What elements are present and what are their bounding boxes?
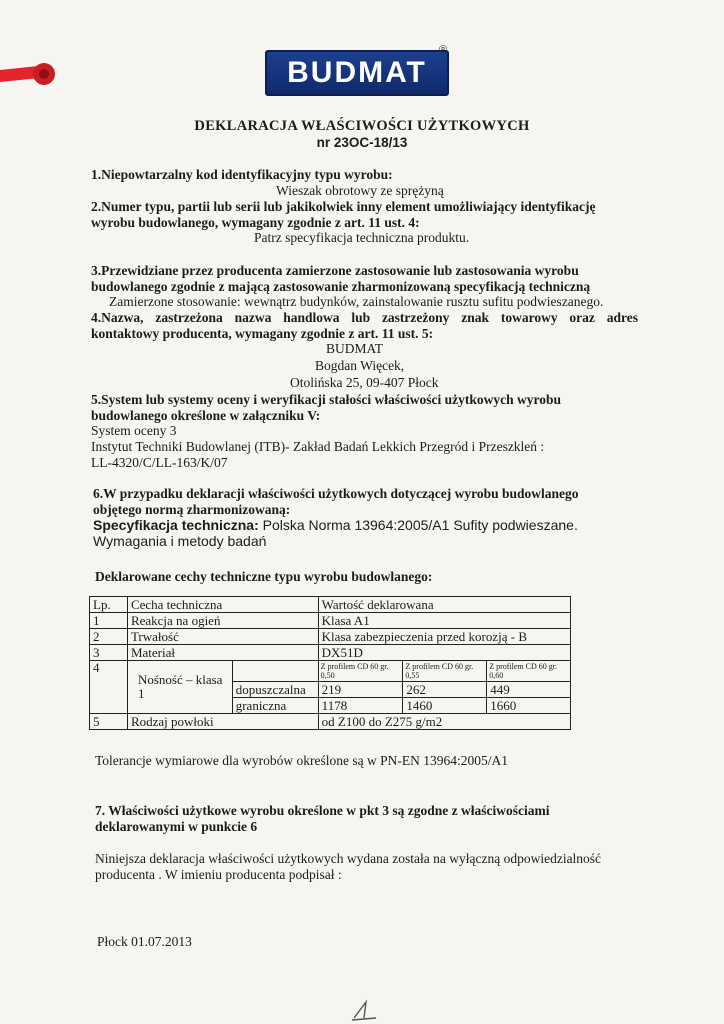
table-cell-lp: 1 — [90, 613, 128, 629]
s3-heading-line2: budowlanego zgodnie z mającą zastosowanie zharmonizowaną specyfikacją techniczną — [91, 279, 591, 294]
s1-value: Wieszak obrotowy ze sprężyną — [276, 183, 444, 198]
s4-heading-line1: 4.Nazwa, zastrzeżona nazwa handlowa lub zastrzeżony znak towarowy oraz adres — [91, 310, 638, 325]
s6-spec-line2: Wymagania i metody badań — [93, 533, 267, 549]
table-cell-value: 219 — [318, 682, 403, 698]
s2-heading-line1: 2.Numer typu, partii lub serii lub jakikolwiek inny element umożliwiający identyfikację — [91, 199, 596, 214]
s5-heading-line1: 5.System lub systemy oceny i weryfikacji stałości właściwości użytkowych wyrobu — [91, 392, 561, 407]
table-cell-feature: Rodzaj powłoki — [127, 714, 318, 730]
s3-heading-line1: 3.Przewidziane przez producenta zamierzone zastosowanie lub zastosowania wyrobu — [91, 263, 579, 278]
table-row — [90, 661, 571, 682]
table-cell-feature: Materiał — [127, 645, 318, 661]
table-cell-feature: Nośność – klasa 1 — [127, 661, 232, 714]
table-row — [90, 714, 571, 730]
table-cell-value: 262 — [403, 682, 487, 698]
table-cell-value: 1178 — [318, 698, 403, 714]
s7-text-line2: producenta . W imieniu producenta podpisał : — [95, 867, 342, 882]
table-cell-value: od Z100 do Z275 g/m2 — [318, 714, 570, 730]
table-row — [90, 629, 571, 645]
table-cell-value: 449 — [487, 682, 571, 698]
registered-mark: ® — [439, 44, 448, 56]
s2-value: Patrz specyfikacja techniczna produktu. — [254, 230, 470, 245]
document-number: nr 23OC-18/13 — [316, 135, 408, 150]
s7-text-line1: Niniejsza deklaracja właściwości użytkowych wydana została na wyłączną odpowiedzialność — [95, 851, 602, 866]
table-cell-lp: 5 — [90, 714, 128, 730]
s4-owner: Bogdan Więcek, — [315, 358, 405, 373]
s6-spec-label: Specyfikacja techniczna: — [93, 517, 259, 533]
table-cell-value: Klasa zabezpieczenia przed korozją - B — [318, 629, 570, 645]
s4-address: Otolińska 25, 09-407 Płock — [290, 375, 439, 390]
s5-system: System oceny 3 — [91, 423, 177, 438]
paper-clip-icon — [0, 56, 60, 92]
s7-heading-line2: deklarowanymi w punkcie 6 — [95, 819, 258, 834]
table-cell-profile: Z profilem CD 60 gr. 0,60 — [487, 661, 571, 682]
s5-institute: Instytut Techniki Budowlanej (ITB)- Zakład Badań Lekkich Przegród i Przeszkleń : — [91, 439, 545, 454]
table-header-feature: Cecha techniczna — [127, 597, 318, 613]
table-header-lp: Lp. — [90, 597, 128, 613]
table-cell-feature: Trwałość — [127, 629, 318, 645]
table-cell-value: 1460 — [403, 698, 487, 714]
s4-heading-line2: kontaktowy producenta, wymagany zgodnie z art. 11 ust. 5: — [91, 326, 434, 341]
table-cell-empty — [232, 661, 318, 682]
table-cell-feature: Reakcja na ogień — [127, 613, 318, 629]
table-cell-load-type: dopuszczalna — [232, 682, 318, 698]
table-cell-lp: 3 — [90, 645, 128, 661]
table-header-row — [90, 597, 571, 613]
s5-code: LL-4320/C/LL-163/K/07 — [91, 455, 228, 470]
place-date: Płock 01.07.2013 — [97, 934, 192, 949]
table-row — [90, 613, 571, 629]
s4-company: BUDMAT — [326, 341, 384, 356]
s6-spec-value: Polska Norma 13964:2005/A1 Sufity podwieszane. — [258, 517, 578, 533]
s3-value: Zamierzone stosowanie: wewnątrz budynków, zainstalowanie rusztu sufitu podwieszanego. — [109, 294, 604, 309]
logo-text: BUDMAT — [287, 56, 427, 89]
s7-heading-line1: 7. Właściwości użytkowe wyrobu określone w pkt 3 są zgodne z właściwościami — [95, 803, 550, 818]
s1-heading: 1.Niepowtarzalny kod identyfikacyjny typu wyrobu: — [91, 167, 393, 182]
s6-spec-line1 — [93, 517, 578, 533]
table-cell-value: DX51D — [318, 645, 570, 661]
table-cell-value: Klasa A1 — [318, 613, 570, 629]
table-cell-value: 1660 — [487, 698, 571, 714]
s2-heading-line2: wyrobu budowlanego, wymagany zgodnie z art. 11 ust. 4: — [91, 215, 420, 230]
tolerance-note: Tolerancje wymiarowe dla wyrobów określone są w PN-EN 13964:2005/A1 — [95, 753, 508, 768]
table-cell-lp: 2 — [90, 629, 128, 645]
table-cell-profile: Z profilem CD 60 gr. 0,55 — [403, 661, 487, 682]
budmat-logo — [265, 50, 449, 96]
s6-heading-line1: 6.W przypadku deklaracji właściwości użytkowych dotyczącej wyrobu budowlanego — [93, 486, 579, 501]
table-cell-lp: 4 — [90, 661, 128, 714]
declared-heading: Deklarowane cechy techniczne typu wyrobu budowlanego: — [95, 569, 433, 584]
s6-heading-line2: objętego normą zharmonizowaną: — [93, 502, 291, 517]
table-row — [90, 645, 571, 661]
table-header-value: Wartość deklarowana — [318, 597, 570, 613]
handwritten-mark-icon — [350, 998, 380, 1022]
table-cell-profile: Z profilem CD 60 gr. 0,50 — [318, 661, 403, 682]
s5-heading-line2: budowlanego określone w załączniku V: — [91, 408, 321, 423]
document-title: DEKLARACJA WŁAŚCIWOŚCI UŻYTKOWYCH — [194, 118, 530, 134]
technical-table — [89, 596, 571, 730]
table-cell-load-type: graniczna — [232, 698, 318, 714]
